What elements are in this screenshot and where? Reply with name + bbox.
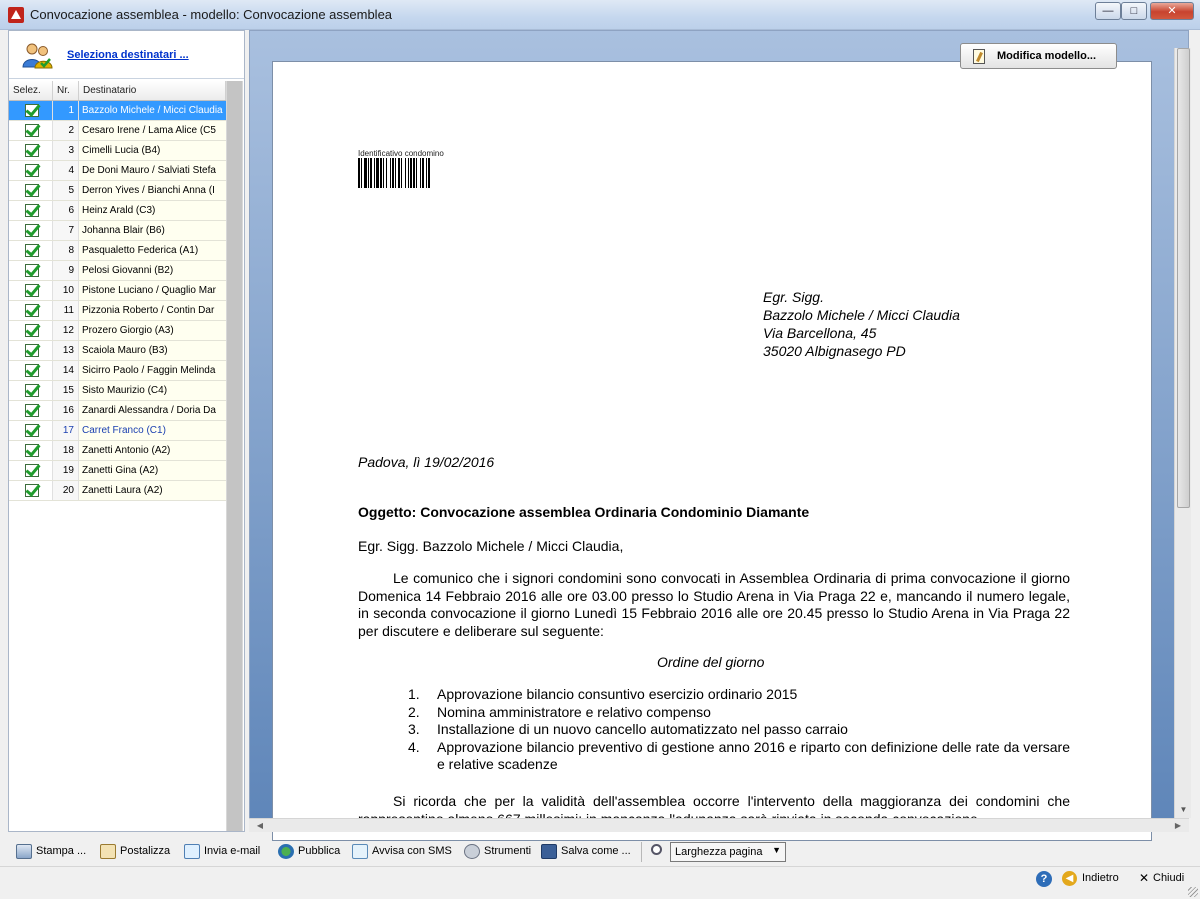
publish-label: Pubblica [298, 845, 341, 857]
barcode-bar [358, 158, 360, 188]
recipient-row[interactable] [9, 301, 226, 321]
barcode-bar [413, 158, 415, 188]
recipient-name: Prozero Giorgio (A3) [79, 321, 226, 340]
recipient-row[interactable] [9, 421, 226, 441]
barcode-bar [368, 158, 369, 188]
agenda-item [358, 704, 1070, 722]
document-preview [249, 30, 1189, 820]
address-line: Egr. Sigg. [763, 289, 824, 305]
checkmark-icon[interactable] [25, 484, 39, 497]
select-cell[interactable] [9, 361, 53, 380]
letter-page [272, 61, 1152, 841]
barcode-label: Identificativo condomino [358, 149, 444, 158]
recipient-row[interactable] [9, 401, 226, 421]
zoom-select[interactable] [670, 842, 786, 862]
recipient-name: Scaiola Mauro (B3) [79, 341, 226, 360]
envelope-icon [100, 844, 116, 859]
select-cell[interactable] [9, 321, 53, 340]
select-recipients-header [9, 31, 244, 79]
recipient-number: 8 [53, 241, 79, 260]
select-cell[interactable] [9, 341, 53, 360]
checkmark-icon[interactable] [25, 424, 39, 437]
barcode-bar [428, 158, 430, 188]
recipient-row[interactable] [9, 361, 226, 381]
barcode-bar [408, 158, 409, 188]
zoom-value: Larghezza pagina [675, 846, 763, 858]
select-cell[interactable] [9, 481, 53, 500]
barcode-bar [416, 158, 417, 188]
recipient-row[interactable] [9, 101, 226, 121]
barcode-bar [386, 158, 387, 188]
address-line: Via Barcellona, 45 [763, 325, 877, 341]
close-icon: ✕ [1139, 871, 1150, 885]
recipient-name: Sicirro Paolo / Faggin Melinda [79, 361, 226, 380]
edit-template-label: Modifica modello... [997, 50, 1097, 62]
recipient-name: Pelosi Giovanni (B2) [79, 261, 226, 280]
recipient-row[interactable] [9, 461, 226, 481]
select-cell[interactable] [9, 401, 53, 420]
checkmark-icon[interactable] [25, 204, 39, 217]
select-cell[interactable] [9, 381, 53, 400]
close-button[interactable] [1139, 872, 1184, 884]
recipient-number: 3 [53, 141, 79, 160]
gears-icon [464, 844, 480, 859]
minimize-button[interactable]: — [1095, 2, 1121, 20]
window-title: Convocazione assemblea - modello: Convocazione assemblea [30, 7, 393, 22]
help-icon[interactable]: ? [1036, 871, 1052, 887]
sms-icon [352, 844, 368, 859]
recipient-row[interactable] [9, 141, 226, 161]
checkmark-icon[interactable] [25, 304, 39, 317]
checkmark-icon[interactable] [25, 384, 39, 397]
recipient-row[interactable] [9, 201, 226, 221]
publish-button[interactable] [278, 842, 340, 862]
recipient-row[interactable] [9, 341, 226, 361]
app-icon [8, 7, 24, 23]
barcode-bar [380, 158, 382, 188]
recipient-number: 18 [53, 441, 79, 460]
send-email-label: Invia e-mail [204, 845, 261, 857]
recipient-name: Pizzonia Roberto / Contin Dar [79, 301, 226, 320]
agenda-item [358, 721, 1070, 739]
select-cell[interactable] [9, 261, 53, 280]
barcode-bar [392, 158, 394, 188]
barcode-bar [383, 158, 384, 188]
back-button[interactable] [1062, 872, 1119, 884]
select-cell[interactable] [9, 101, 53, 120]
header-selez[interactable]: Selez. [9, 81, 53, 100]
back-arrow-icon: ◀ [1062, 871, 1077, 886]
recipient-name: Pistone Luciano / Quaglio Mar [79, 281, 226, 300]
agenda-number: 2. [408, 703, 420, 720]
print-button[interactable] [16, 842, 86, 862]
globe-icon [278, 844, 294, 859]
recipients-grid [9, 81, 226, 501]
chevron-down-icon: ▼ [772, 845, 781, 855]
recipient-name: Sisto Maurizio (C4) [79, 381, 226, 400]
checkmark-icon[interactable] [25, 464, 39, 477]
close-window-button[interactable]: ✕ [1150, 2, 1194, 20]
floppy-disk-icon [541, 844, 557, 859]
checkmark-icon[interactable] [25, 284, 39, 297]
checkmark-icon[interactable] [25, 364, 39, 377]
save-as-button[interactable] [541, 842, 631, 862]
barcode-bar [370, 158, 372, 188]
address-line: Bazzolo Michele / Micci Claudia [763, 307, 960, 323]
recipient-row[interactable] [9, 181, 226, 201]
select-cell[interactable] [9, 201, 53, 220]
recipient-name: De Doni Mauro / Salviati Stefa [79, 161, 226, 180]
recipient-row[interactable] [9, 281, 226, 301]
save-as-label: Salva come ... [561, 845, 631, 857]
edit-template-button[interactable] [960, 43, 1117, 69]
recipients-panel [8, 30, 245, 832]
recipient-number: 19 [53, 461, 79, 480]
recipient-number: 17 [53, 421, 79, 440]
recipient-number: 15 [53, 381, 79, 400]
checkmark-icon[interactable] [25, 344, 39, 357]
checkmark-icon[interactable] [25, 164, 39, 177]
barcode-bar [395, 158, 396, 188]
preview-horizontal-scrollbar[interactable] [249, 818, 1189, 832]
email-icon [184, 844, 200, 859]
recipient-name: Johanna Blair (B6) [79, 221, 226, 240]
recipient-number: 6 [53, 201, 79, 220]
scroll-left-arrow-icon[interactable]: ◀ [256, 821, 264, 830]
sms-notify-button[interactable] [352, 842, 452, 862]
recipient-number: 1 [53, 101, 79, 120]
checkmark-icon[interactable] [25, 104, 39, 117]
subject-line: Oggetto: Convocazione assemblea Ordinaria Condominio Diamante [358, 504, 810, 520]
barcode-bar [405, 158, 406, 188]
recipient-name: Cimelli Lucia (B4) [79, 141, 226, 160]
agenda-list [358, 686, 1070, 774]
agenda-text: Approvazione bilancio preventivo di gestione anno 2016 e riparto con definizione delle rate da versare e relative scadenze [437, 738, 1070, 772]
recipient-number: 7 [53, 221, 79, 240]
recipient-row[interactable] [9, 121, 226, 141]
agenda-text: Nomina amministratore e relativo compenso [437, 703, 711, 720]
magnifier-icon [651, 844, 662, 855]
recipient-name: Zanetti Gina (A2) [79, 461, 226, 480]
back-label: Indietro [1082, 872, 1119, 884]
body-paragraph-validity: Si ricorda che per la validità dell'assemblea occorre l'intervento della maggioranza dei condomini che [393, 793, 1070, 809]
recipient-number: 4 [53, 161, 79, 180]
recipient-name: Zanetti Antonio (A2) [79, 441, 226, 460]
header-nr[interactable]: Nr. [53, 81, 79, 100]
recipient-number: 9 [53, 261, 79, 280]
barcode-bar [426, 158, 427, 188]
recipient-number: 16 [53, 401, 79, 420]
barcode-bar [410, 158, 412, 188]
select-cell[interactable] [9, 121, 53, 140]
recipient-row[interactable] [9, 241, 226, 261]
select-cell[interactable] [9, 161, 53, 180]
select-cell[interactable] [9, 441, 53, 460]
select-recipients-link[interactable]: Seleziona destinatari ... [67, 49, 189, 61]
recipient-name: Cesaro Irene / Lama Alice (C5 [79, 121, 226, 140]
users-icon [21, 41, 53, 69]
recipient-row[interactable] [9, 221, 226, 241]
recipient-row[interactable] [9, 261, 226, 281]
agenda-item [358, 686, 1070, 704]
barcode-bar [422, 158, 424, 188]
recipient-number: 20 [53, 481, 79, 500]
scroll-right-arrow-icon[interactable]: ▶ [1174, 821, 1182, 830]
checkmark-icon[interactable] [25, 324, 39, 337]
select-cell[interactable] [9, 421, 53, 440]
agenda-number: 3. [408, 721, 420, 737]
select-cell[interactable] [9, 181, 53, 200]
select-cell[interactable] [9, 301, 53, 320]
agenda-text: Installazione di un nuovo cancello automatizzato nel passo carraio [437, 721, 848, 737]
preview-vertical-scrollbar[interactable] [1174, 48, 1191, 818]
barcode-bar [376, 158, 379, 188]
bottom-toolbar [8, 838, 1192, 864]
checkmark-icon[interactable] [25, 184, 39, 197]
zoom-icon [651, 842, 667, 862]
barcode-bar [361, 158, 362, 188]
date-line: Padova, lì 19/02/2016 [358, 454, 495, 470]
checkmark-icon[interactable] [25, 224, 39, 237]
barcode-bar [401, 158, 402, 188]
preview-scroll-thumb[interactable] [1177, 48, 1190, 508]
agenda-number: 1. [408, 686, 420, 702]
toolbar-separator [641, 842, 642, 862]
recipient-name: Derron Yives / Bianchi Anna (I [79, 181, 226, 200]
edit-document-icon [973, 49, 985, 64]
recipient-number: 10 [53, 281, 79, 300]
agenda-item [358, 739, 1070, 774]
recipient-name: Heinz Arald (C3) [79, 201, 226, 220]
recipient-number: 12 [53, 321, 79, 340]
postalize-label: Postalizza [120, 845, 171, 857]
sms-notify-label: Avvisa con SMS [372, 845, 452, 857]
tools-label: Strumenti [484, 845, 532, 857]
recipients-scrollbar[interactable] [226, 81, 243, 831]
checkmark-icon[interactable] [25, 404, 39, 417]
grid-header [9, 81, 226, 101]
barcode-bar [364, 158, 367, 188]
recipient-row[interactable] [9, 481, 226, 501]
checkmark-icon[interactable] [25, 244, 39, 257]
checkmark-icon[interactable] [25, 444, 39, 457]
recipient-row[interactable] [9, 381, 226, 401]
scroll-down-arrow-icon[interactable]: ▼ [1179, 805, 1188, 814]
tools-button[interactable] [464, 842, 531, 862]
print-label: Stampa ... [36, 845, 87, 857]
recipient-name: Zanardi Alessandra / Doria Da [79, 401, 226, 420]
checkmark-icon[interactable] [25, 264, 39, 277]
send-email-button[interactable] [184, 842, 260, 862]
select-cell[interactable] [9, 241, 53, 260]
maximize-button[interactable]: □ [1121, 2, 1147, 20]
recipient-row[interactable] [9, 441, 226, 461]
checkmark-icon[interactable] [25, 144, 39, 157]
recipient-number: 5 [53, 181, 79, 200]
barcode-image [358, 158, 478, 188]
select-cell[interactable] [9, 461, 53, 480]
recipient-name: Carret Franco (C1) [79, 421, 226, 440]
postalize-button[interactable] [100, 842, 170, 862]
recipient-name: Zanetti Laura (A2) [79, 481, 226, 500]
checkmark-icon[interactable] [25, 124, 39, 137]
recipient-name: Pasqualetto Federica (A1) [79, 241, 226, 260]
body-paragraph: Le comunico che i signori condomini sono convocati in Assemblea Ordinaria di prima convocazione il giorno Domenica 14 Febbraio 2016 alle ore 03.00 presso lo Studio Arena in Via Praga 22 e, mancando il numero legale, in seconda convocazione il giorno Lunedì 15 Febbraio 2016 alle ore 20.45 presso lo Studio Arena in Via Praga 22 per discutere e deliberare sul seguente: [358, 570, 1070, 639]
select-cell[interactable] [9, 141, 53, 160]
close-label: Chiudi [1153, 872, 1185, 884]
recipients-scroll-thumb[interactable] [227, 81, 242, 831]
recipient-number: 14 [53, 361, 79, 380]
recipient-row[interactable] [9, 161, 226, 181]
title-bar [0, 0, 1200, 30]
barcode-bar [390, 158, 391, 188]
agenda-text: Approvazione bilancio consuntivo esercizio ordinario 2015 [437, 686, 798, 702]
recipient-number: 11 [53, 301, 79, 320]
select-cell[interactable] [9, 281, 53, 300]
printer-icon [16, 844, 32, 859]
recipient-name: Bazzolo Michele / Micci Claudia [79, 101, 226, 120]
recipient-number: 2 [53, 121, 79, 140]
address-line: 35020 Albignasego PD [763, 343, 906, 359]
agenda-title: Ordine del giorno [657, 654, 765, 670]
barcode-bar [374, 158, 375, 188]
header-destinatario[interactable]: Destinatario [79, 81, 226, 100]
resize-grip[interactable] [1188, 887, 1198, 897]
barcode-bar [398, 158, 400, 188]
recipient-number: 13 [53, 341, 79, 360]
recipient-address [763, 288, 960, 360]
select-cell[interactable] [9, 221, 53, 240]
recipient-row[interactable] [9, 321, 226, 341]
status-bar [0, 866, 1200, 899]
barcode-bar [420, 158, 421, 188]
agenda-number: 4. [408, 738, 420, 755]
greeting-line: Egr. Sigg. Bazzolo Michele / Micci Claudia, [358, 538, 624, 554]
